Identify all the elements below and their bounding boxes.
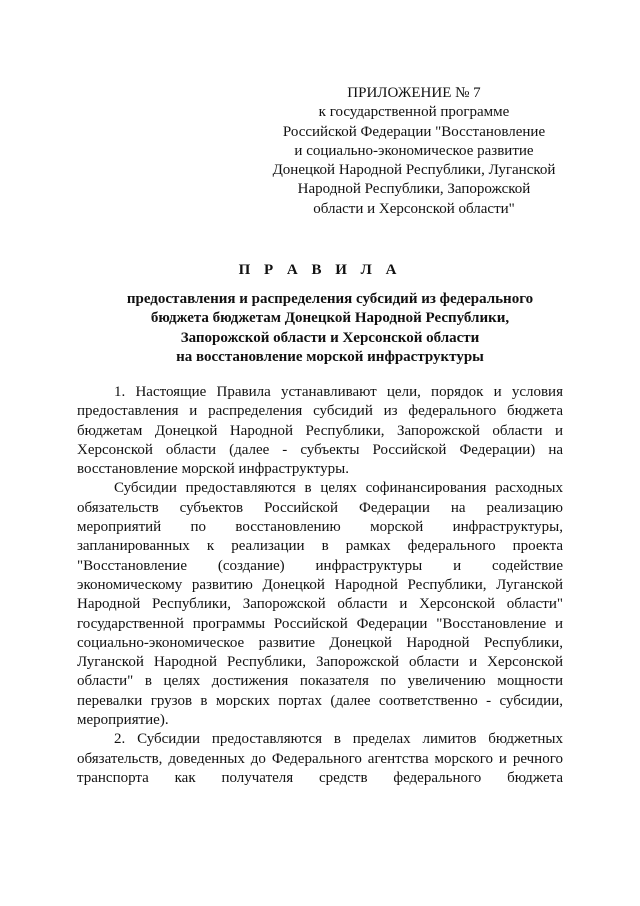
appendix-line: области и Херсонской области" <box>313 200 515 217</box>
body-line: перевалки грузов в морских портах (далее соответственно - субсидии, <box>77 692 563 709</box>
body-line: области" в целях достижения показателя по увеличению мощности <box>77 673 563 690</box>
appendix-line: Народной Республики, Запорожской <box>297 181 531 198</box>
body-line: "Восстановление (создание) инфраструктуры и содействие <box>77 557 563 574</box>
body-line: Луганской Народной Республики, Запорожской области и Херсонской <box>77 654 563 671</box>
body-line: 2. Субсидии предоставляются в пределах лимитов бюджетных <box>114 731 563 748</box>
body-line: мероприятие). <box>77 712 169 729</box>
body-line: обязательств, доведенных до Федерального агентства морского и речного <box>77 750 563 767</box>
body-line: экономическому развитию Донецкой Народной Республики, Луганской <box>77 576 563 593</box>
document-title: П Р А В И Л А <box>238 262 402 278</box>
body-line: бюджетам Донецкой Народной Республики, Запорожской области и <box>77 422 563 439</box>
appendix-line: ПРИЛОЖЕНИЕ № 7 <box>347 85 481 101</box>
body-line: Субсидии предоставляются в целях софинансирования расходных <box>114 480 563 497</box>
appendix-line: Российской Федерации "Восстановление <box>282 123 546 140</box>
body-line: запланированных к реализации в рамках федерального проекта <box>77 538 563 555</box>
document-subtitle <box>80 290 580 367</box>
subtitle-line: предоставления и распределения субсидий из федерального <box>126 291 534 307</box>
appendix-line: и социально-экономическое развитие <box>294 142 534 159</box>
body-line: мероприятий по восстановлению морской инфраструктуры, <box>77 519 563 536</box>
subtitle-line: на восстановление морской инфраструктуры <box>176 348 484 365</box>
body-line: транспорта как получателя средств федерального бюджета <box>77 769 563 786</box>
body-line: предоставления и распределения субсидий из федерального бюджета <box>77 403 563 420</box>
appendix-line: Донецкой Народной Республики, Луганской <box>272 162 556 179</box>
body-line: Народной Республики, Запорожской области и Херсонской области" <box>77 596 563 613</box>
appendix-line: к государственной программе <box>318 104 510 121</box>
body-line: государственной программы Российской Федерации "Восстановление и <box>77 615 563 632</box>
subtitle-line: бюджета бюджетам Донецкой Народной Республики, <box>150 310 510 327</box>
appendix-header <box>256 84 572 219</box>
body-line: восстановление морской инфраструктуры. <box>77 461 349 478</box>
body-line: обязательств субъектов Российской Федерации на реализацию <box>77 499 563 516</box>
body-line: социально-экономическое развитие Донецкой Народной Республики, <box>77 634 563 651</box>
subtitle-line: Запорожской области и Херсонской области <box>180 329 480 346</box>
body-line: Херсонской области (далее - субъекты Российской Федерации) на <box>77 441 563 458</box>
document-body <box>77 383 563 788</box>
body-line: 1. Настоящие Правила устанавливают цели, порядок и условия <box>114 384 563 400</box>
